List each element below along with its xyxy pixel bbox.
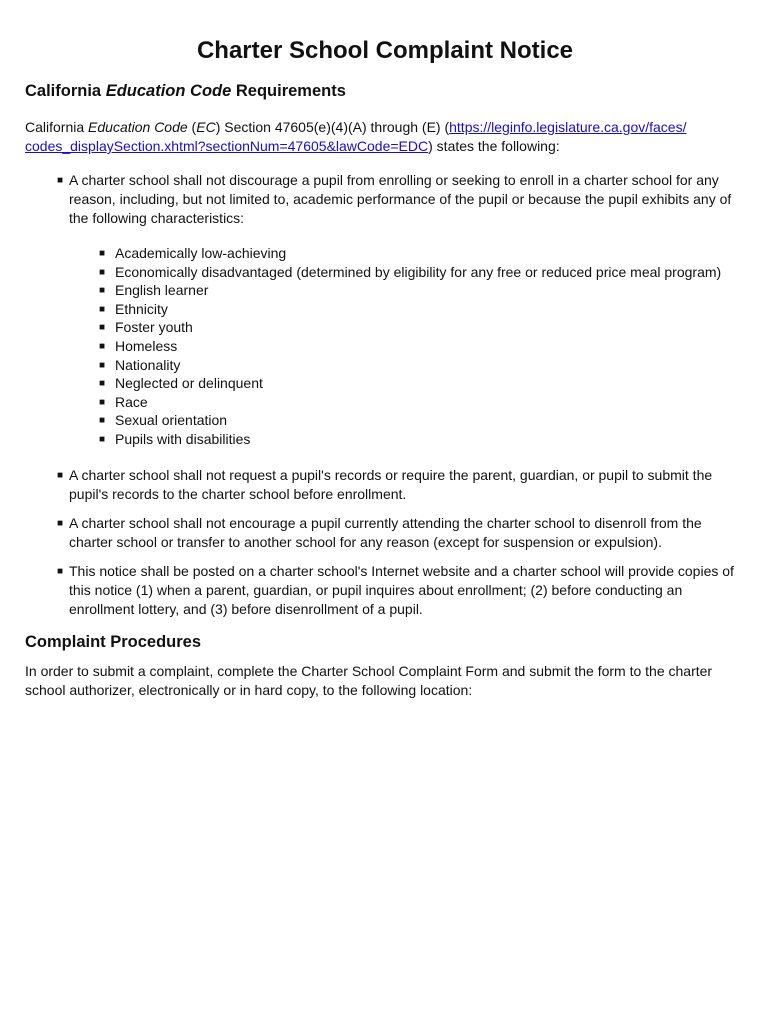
list-item-text: This notice shall be posted on a charter school's Internet website and a charter school will provide copies of this notice (1) when a parent, guardian, or pupil inquires about enrollment; (2) before conducting an enrollment lottery, and (3) before disenrollment of a pupil. (69, 562, 734, 617)
list-item (69, 337, 745, 356)
list-item (69, 300, 745, 319)
list-item (69, 356, 745, 375)
square-bullet-icon: ■ (99, 285, 106, 297)
list-item-text: Nationality (115, 356, 181, 373)
square-bullet-icon: ■ (57, 565, 64, 577)
list-item (25, 562, 745, 619)
characteristics-list (69, 244, 745, 449)
intro-text: ( (187, 119, 197, 135)
square-bullet-icon: ■ (99, 248, 106, 259)
list-item (69, 263, 745, 282)
heading-text: Requirements (231, 82, 346, 100)
list-item-text: Academically low-achieving (115, 245, 287, 261)
square-bullet-icon: ■ (99, 396, 106, 408)
square-bullet-icon: ■ (99, 266, 106, 278)
intro-text: California (25, 119, 89, 135)
intro-paragraph (25, 118, 745, 156)
list-item (69, 318, 745, 337)
list-item-text: Neglected or delinquent (115, 375, 263, 392)
list-item-text: English learner (115, 282, 209, 299)
list-item (69, 374, 745, 393)
square-bullet-icon: ■ (99, 322, 106, 334)
square-bullet-icon: ■ (57, 175, 64, 186)
list-item (69, 430, 745, 449)
square-bullet-icon: ■ (99, 415, 106, 427)
link-text-line1: https://leginfo.legislature.ca.gov/faces/ (449, 119, 687, 135)
list-item (69, 411, 745, 430)
list-item (69, 244, 745, 263)
square-bullet-icon: ■ (99, 378, 106, 390)
intro-text: ) Section 47605(e)(4)(A) through (E) ( (215, 119, 450, 135)
list-item-text: Sexual orientation (115, 412, 228, 429)
square-bullet-icon: ■ (57, 469, 64, 481)
intro-text: ) states the following: (428, 138, 560, 154)
list-item (25, 171, 745, 449)
square-bullet-icon: ■ (99, 359, 106, 371)
list-item-text: A charter school shall not discourage a pupil from enrolling or seeking to enroll in a charter school for any reason, including, but not limited to, academic performance of the pupil or because the pupil exhibits any of the following characteristics: (69, 172, 732, 226)
intro-emphasis: EC (196, 119, 216, 135)
heading-text: California (25, 82, 106, 100)
list-item (69, 281, 745, 300)
link-text-line2: codes_displaySection.xhtml?sectionNum=47605&lawCode=EDC (25, 138, 429, 154)
square-bullet-icon: ■ (99, 433, 106, 445)
requirements-list (25, 171, 745, 619)
list-item (25, 466, 745, 504)
intro-emphasis: Education Code (88, 119, 188, 135)
list-item-text: Race (115, 393, 148, 410)
list-item-text: Economically disadvantaged (determined by eligibility for any free or reduced price meal program) (115, 263, 722, 280)
list-item-text: Homeless (115, 337, 178, 354)
heading-emphasis: Education Code (105, 82, 232, 100)
list-item-text: A charter school shall not request a pupil's records or require the parent, guardian, or pupil to submit the pupil's records to the charter school before enrollment. (69, 466, 713, 502)
list-item (69, 393, 745, 412)
list-item-text: A charter school shall not encourage a pupil currently attending the charter school to disenroll from the charter school or transfer to another school for any reason (except for suspension or expulsion). (69, 514, 702, 550)
section-heading-requirements (25, 80, 745, 102)
complaint-procedures-paragraph: In order to submit a complaint, complete the Charter School Complaint Form and submit the form to the charter school authorizer, electronically or in hard copy, to the following location: (25, 662, 713, 698)
list-item (25, 514, 745, 552)
list-item-text: Ethnicity (115, 300, 168, 317)
list-item-text: Foster youth (115, 319, 193, 336)
list-item-text: Pupils with disabilities (115, 430, 251, 447)
page-title: Charter School Complaint Notice (196, 37, 574, 64)
square-bullet-icon: ■ (99, 340, 106, 352)
square-bullet-icon: ■ (57, 517, 64, 529)
section-heading-complaint-procedures: Complaint Procedures (25, 632, 202, 651)
square-bullet-icon: ■ (99, 303, 106, 315)
